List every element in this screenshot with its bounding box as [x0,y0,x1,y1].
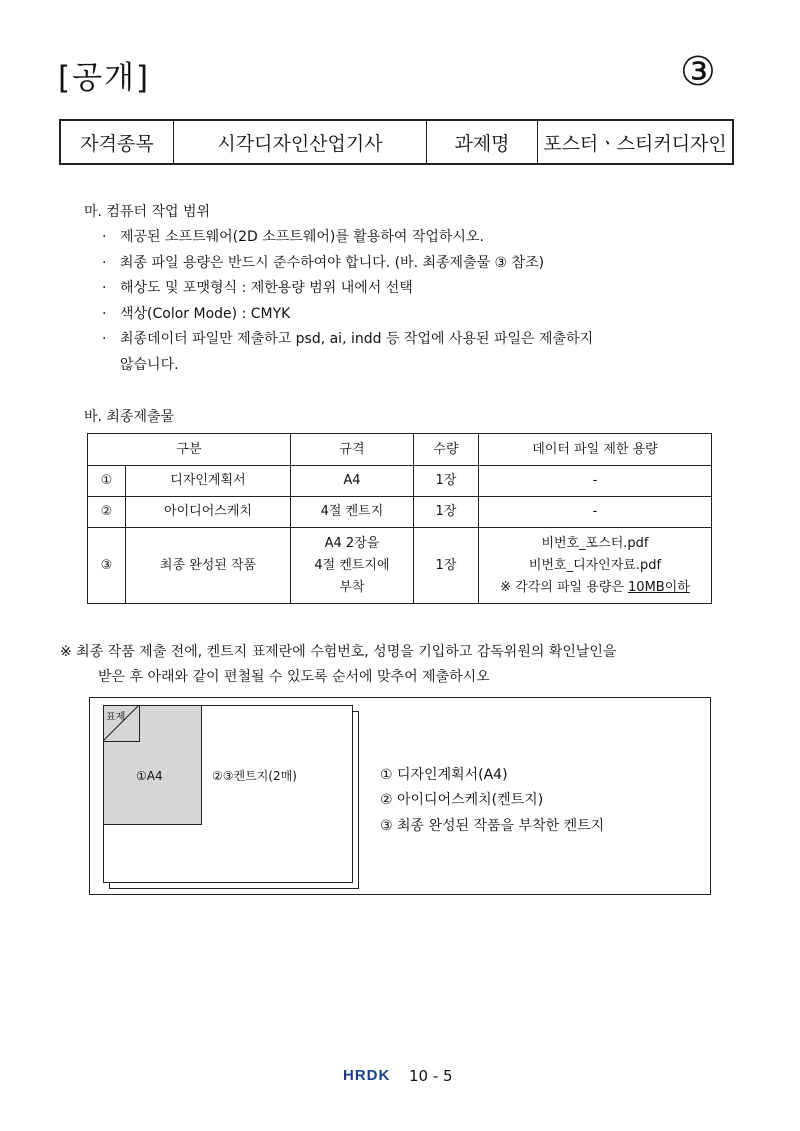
notice-line-1: ※ 최종 작품 제출 전에, 켄트지 표제란에 수험번호, 성명을 기입하고 감독위원의 확인날인을 [60,644,617,660]
subject-value: 시각디자인산업기사 [174,120,427,164]
row-number: ② [88,497,126,528]
bullet-dot-icon: · [102,229,107,245]
row-data [478,528,711,604]
row-spec [290,528,413,604]
row-qty: 1장 [413,497,478,528]
row-name: 아이디어스케치 [126,497,291,528]
data-line: 비번호_디자인자료.pdf [528,557,662,573]
row-spec: A4 [290,466,413,497]
table-row [88,528,712,604]
header-qty: 수량 [413,434,478,466]
deliverables-table [87,433,712,604]
data-line: 비번호_포스터.pdf [541,535,649,551]
legend-item: ③ 최종 완성된 작품을 부착한 켄트지 [380,818,605,834]
task-value: 포스터ㆍ스티커디자인 [538,120,734,164]
bullet-item: · 최종데이터 파일만 제출하고 psd, ai, indd 등 작업에 사용된 파일은 제출하지 [102,331,594,347]
kent-label: ②③켄트지(2매) [212,769,297,783]
spec-line: A4 2장을 [324,535,380,551]
title-label: 표제 [106,712,126,723]
row-name: 최종 완성된 작품 [126,528,291,604]
table-header-row [88,434,712,466]
bullet-continuation: 않습니다. [120,357,179,373]
row-qty: 1장 [413,528,478,604]
row-spec: 4절 켄트지 [290,497,413,528]
header-category: 구분 [88,434,291,466]
a4-label: ①A4 [136,769,163,783]
section-ma-title: 마. 컴퓨터 작업 범위 [84,204,210,220]
bullet-item: · 색상(Color Mode) : CMYK [102,306,291,322]
bullet-item: · 해상도 및 포맷형식 : 제한용량 범위 내에서 선택 [102,280,413,296]
legend-item: ① 디자인계획서(A4) [380,767,508,783]
exam-info-table [59,119,734,165]
page-circle-number-icon: ③ [680,49,716,95]
file-size-note: ※ 각각의 파일 용량은 10MB이하 [500,579,690,595]
page-number: 10 - 5 [409,1067,453,1085]
row-qty: 1장 [413,466,478,497]
notice-line-2: 받은 후 아래와 같이 편철될 수 있도록 순서에 맞추어 제출하시오 [98,669,490,685]
size-limit: 10MB이하 [628,579,690,595]
spec-line: 부착 [339,579,365,595]
header-data-limit: 데이터 파일 제한 용량 [478,434,711,466]
table-row [88,466,712,497]
row-data: - [478,497,711,528]
hrdk-logo: HRDK [343,1067,391,1084]
task-label: 과제명 [427,120,538,164]
row-number: ① [88,466,126,497]
header-spec: 규격 [290,434,413,466]
row-name: 디자인계획서 [126,466,291,497]
bullet-dot-icon: · [102,331,107,347]
spec-line: 4절 켄트지에 [314,557,390,573]
subject-label: 자격종목 [60,120,174,164]
bullet-dot-icon: · [102,280,107,296]
row-number: ③ [88,528,126,604]
bullet-dot-icon: · [102,255,107,271]
table-row [88,497,712,528]
bullet-dot-icon: · [102,306,107,322]
disclosure-label: [공개] [58,60,151,96]
legend-item: ② 아이디어스케치(켄트지) [380,792,544,808]
bullet-item: · 제공된 소프트웨어(2D 소프트웨어)를 활용하여 작업하시오. [102,229,484,245]
row-data: - [478,466,711,497]
section-ba-title: 바. 최종제출물 [84,409,175,425]
bullet-item: · 최종 파일 용량은 반드시 준수하여야 합니다. (바. 최종제출물 ③ 참조) [102,255,545,271]
